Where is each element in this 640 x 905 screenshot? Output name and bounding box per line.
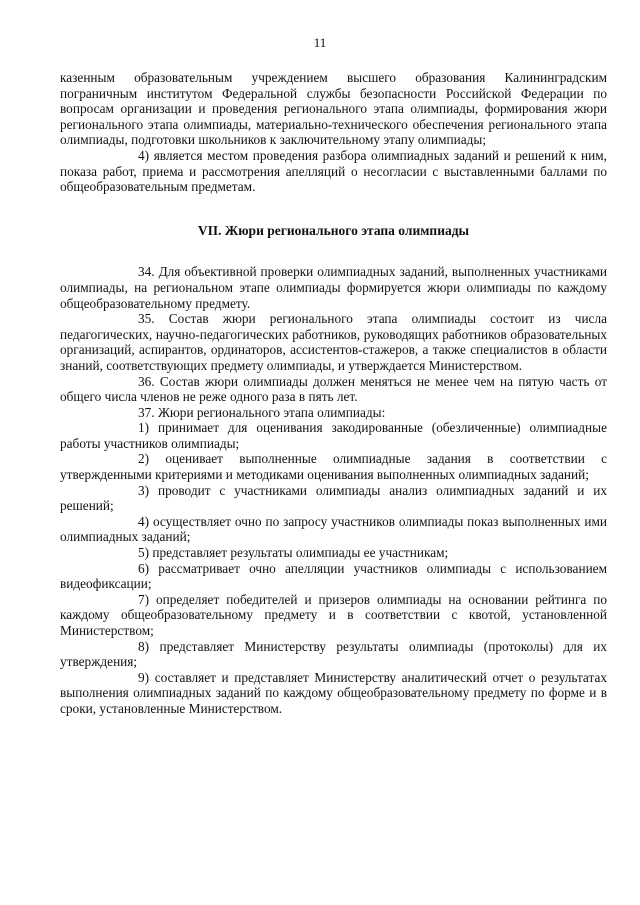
item-text: осуществляет очно по запросу участников олимпиады показ выполненных ими олимпиадных заданий; [60, 513, 607, 545]
intro-item-4 [60, 148, 607, 195]
item-text: является местом проведения разбора олимпиадных заданий и решений к ним, показа работ, приема и рассмотрения апелляций о несогласии с выставленными баллами по общеобразовательным предметам. [60, 147, 608, 195]
section-heading: VII. Жюри регионального этапа олимпиады [197, 222, 470, 238]
item-number: 8) [138, 638, 150, 654]
item-number: 1) [138, 420, 150, 436]
clause-number: 37. [138, 404, 155, 420]
clause-text: Состав жюри олимпиады должен меняться не менее чем на пятую часть от общего числа членов не реже одного раза в пять лет. [60, 373, 608, 405]
clause-text: Для объективной проверки олимпиадных заданий, выполненных участниками олимпиады, на региональном этапе олимпиады формируется жюри олимпиады по каждому общеобразовательному предмету. [60, 264, 608, 311]
item-text: принимает для оценивания закодированные (обезличенные) олимпиадные работы участников олимпиады; [60, 420, 607, 451]
jury-item-9 [60, 670, 607, 717]
clause-34 [60, 264, 607, 311]
jury-item-6 [60, 561, 607, 592]
item-number: 4) [138, 513, 150, 529]
page-number: 11 [313, 35, 327, 50]
clause-text: Жюри регионального этапа олимпиады: [157, 404, 386, 420]
item-text: составляет и представляет Министерству аналитический отчет о результатах выполнения олимпиадных заданий по каждому общеобразовательному предмету по форме и в сроки, установленные Министерством. [60, 669, 608, 716]
item-number: 6) [138, 560, 150, 576]
jury-item-7 [60, 592, 607, 639]
clause-35 [60, 311, 607, 373]
item-number: 2) [138, 451, 150, 467]
clause-37 [60, 405, 607, 421]
item-number: 3) [138, 482, 150, 498]
jury-item-8 [60, 639, 607, 670]
jury-item-3 [60, 483, 607, 514]
item-number: 5) [138, 545, 150, 561]
item-text: оценивает выполненные олимпиадные задания в соответствии с утвержденными критериями и методиками оценивания выполненных олимпиадных заданий; [60, 451, 607, 483]
clause-text: Состав жюри регионального этапа олимпиады состоит из числа педагогических, научно-педагогических работников, руководящих работников образовательных организаций, аспирантов, ординаторов, ассистентов-стажеров, а также специалистов в области знаний, соответствующих предмету олимпиады, и утверждается Министерством. [60, 311, 607, 373]
item-number: 4) [138, 147, 150, 163]
clause-number: 36. [138, 373, 155, 389]
clause-36 [60, 374, 607, 405]
jury-item-5 [60, 545, 607, 561]
jury-item-1 [60, 420, 607, 451]
clause-number: 35. [138, 311, 155, 327]
item-text: определяет победителей и призеров олимпиады на основании рейтинга по каждому общеобразовательному предмету и в соответствии с квотой, установленной Министерством; [60, 591, 607, 638]
item-number: 7) [138, 591, 150, 607]
item-text: представляет результаты олимпиады ее участникам; [152, 545, 449, 561]
clause-number: 34. [138, 264, 155, 280]
item-text: представляет Министерству результаты олимпиады (протоколы) для их утверждения; [60, 638, 608, 670]
intro-paragraph: казенным образовательным учреждением высшего образования Калининградским пограничным институтом Федеральной службы безопасности Российской Федерации по вопросам организации и проведения регионального этапа олимпиады, формирования жюри регионального этапа олимпиады, материально-технического обеспечения регионального этапа олимпиады, подготовки школьников к заключительному этапу олимпиады; [60, 70, 607, 148]
jury-item-4 [60, 514, 607, 545]
item-number: 9) [138, 669, 150, 685]
item-text: проводит с участниками олимпиады анализ олимпиадных заданий и их решений; [60, 482, 607, 514]
item-text: рассматривает очно апелляции участников олимпиады с использованием видеофиксации; [60, 560, 607, 592]
document-body [60, 70, 607, 717]
jury-item-2 [60, 451, 607, 482]
